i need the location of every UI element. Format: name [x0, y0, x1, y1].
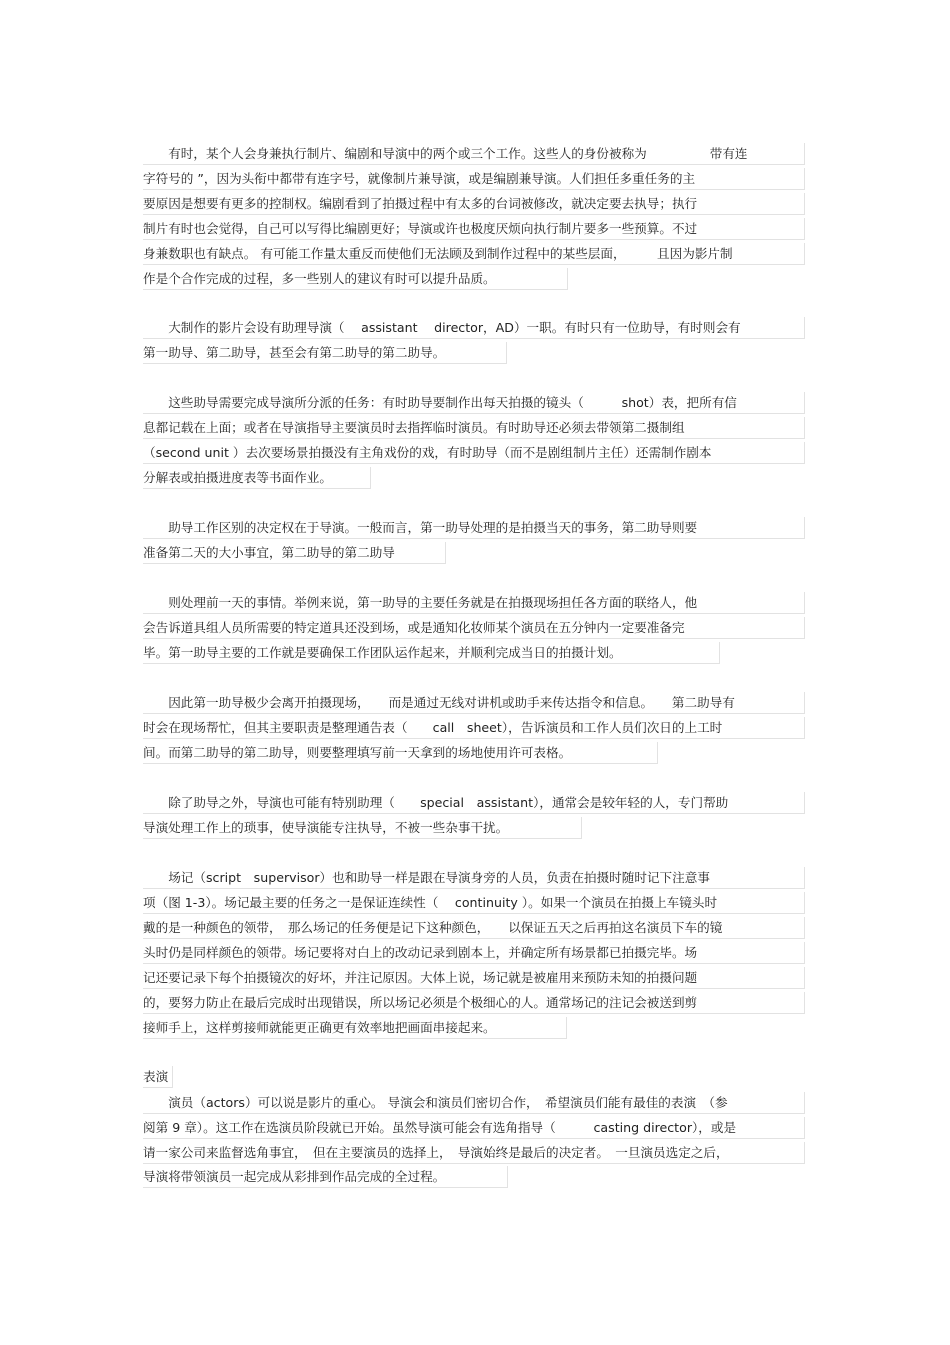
- text-line: 头时仍是同样颜色的领带。场记要将对白上的改动记录到剧本上，并确定所有场景都已拍摄完毕。场: [143, 942, 805, 964]
- text-line: 的，要努力防止在最后完成时出现错误，所以场记必须是个极细心的人。通常场记的注记会被送到剪: [143, 992, 805, 1014]
- text-line: 字符号的 ”，因为头衔中都带有连字号，就像制片兼导演，或是编剧兼导演。人们担任多重任务的主: [143, 168, 805, 190]
- text-line: 制片有时也会觉得，自己可以写得比编剧更好；导演或许也极度厌烦向执行制片要多一些预算。不过: [143, 218, 805, 240]
- text-line: 身兼数职也有缺点。 有可能工作量太重反而使他们无法顾及到制作过程中的某些层面， 且因为影片制: [143, 243, 805, 265]
- text-line: 第一助导、第二助导，甚至会有第二助导的第二助导。: [143, 342, 507, 364]
- text-line: 除了助导之外，导演也可能有特别助理（ special assistant），通常会是较年轻的人，专门帮助: [143, 792, 805, 814]
- text-line: 这些助导需要完成导演所分派的任务：有时助导要制作出每天拍摄的镜头（ shot）表，把所有信: [143, 392, 805, 414]
- text-line: 导演处理工作上的琐事，使导演能专注执导，不被一些杂事干扰。: [143, 817, 582, 839]
- text-line: 有时，某个人会身兼执行制片、编剧和导演中的两个或三个工作。这些人的身份被称为 带有连: [143, 143, 805, 165]
- text-line: 记还要记录下每个拍摄镜次的好坏，并注记原因。大体上说，场记就是被雇用来预防未知的拍摄问题: [143, 967, 805, 989]
- text-line: 阅第 9 章）。这工作在选演员阶段就已开始。虽然导演可能会有选角指导（ casting director），或是: [143, 1117, 805, 1139]
- text-line: 戴的是一种颜色的领带， 那么场记的任务便是记下这种颜色， 以保证五天之后再拍这名演员下车的镜: [143, 917, 805, 939]
- text-line: （second unit ）去次要场景拍摄没有主角戏份的戏，有时助导（而不是剧组制片主任）还需制作剧本: [143, 442, 805, 464]
- text-line: 准备第二天的大小事宜，第二助导的第二助导: [143, 542, 446, 564]
- text-line: 项（图 1-3）。场记最主要的任务之一是保证连续性（ continuity ）。如果一个演员在拍摄上车镜头时: [143, 892, 805, 914]
- text-line: 分解表或拍摄进度表等书面作业。: [143, 467, 371, 489]
- text-line: 则处理前一天的事情。举例来说，第一助导的主要任务就是在拍摄现场担任各方面的联络人，他: [143, 592, 805, 614]
- text-line: 作是个合作完成的过程，多一些别人的建议有时可以提升品质。: [143, 268, 568, 290]
- text-line: 场记（script supervisor）也和助导一样是跟在导演身旁的人员，负责在拍摄时随时记下注意事: [143, 867, 805, 889]
- text-line: 请一家公司来监督选角事宜， 但在主要演员的选择上， 导演始终是最后的决定者。 一旦演员选定之后，: [143, 1142, 805, 1164]
- text-line: 接师手上，这样剪接师就能更正确更有效率地把画面串接起来。: [143, 1017, 567, 1039]
- text-line: 间。而第二助导的第二助导，则要整理填写前一天拿到的场地使用许可表格。: [143, 742, 658, 764]
- text-line: 毕。第一助导主要的工作就是要确保工作团队运作起来，并顺利完成当日的拍摄计划。: [143, 642, 720, 664]
- text-line: 会告诉道具组人员所需要的特定道具还没到场，或是通知化妆师某个演员在五分钟内一定要准备完: [143, 617, 805, 639]
- text-line: 息都记载在上面；或者在导演指导主要演员时去指挥临时演员。有时助导还必须去带领第二摄制组: [143, 417, 805, 439]
- text-line: 因此第一助导极少会离开拍摄现场， 而是通过无线对讲机或助手来传达指令和信息。 第二助导有: [143, 692, 805, 714]
- text-line: 演员（actors）可以说是影片的重心。 导演会和演员们密切合作， 希望演员们能有最佳的表演 （参: [143, 1092, 805, 1114]
- text-line: 导演将带领演员一起完成从彩排到作品完成的全过程。: [143, 1166, 508, 1188]
- text-line: 大制作的影片会设有助理导演（ assistant director，AD）一职。有时只有一位助导，有时则会有: [143, 317, 805, 339]
- text-line: 时会在现场帮忙，但其主要职责是整理通告表（ call sheet），告诉演员和工作人员们次日的上工时: [143, 717, 805, 739]
- text-line: 助导工作区别的决定权在于导演。一般而言，第一助导处理的是拍摄当天的事务，第二助导则要: [143, 517, 805, 539]
- section-heading: 表演: [143, 1066, 173, 1088]
- text-line: 要原因是想要有更多的控制权。编剧看到了拍摄过程中有太多的台词被修改，就决定要去执导；执行: [143, 193, 805, 215]
